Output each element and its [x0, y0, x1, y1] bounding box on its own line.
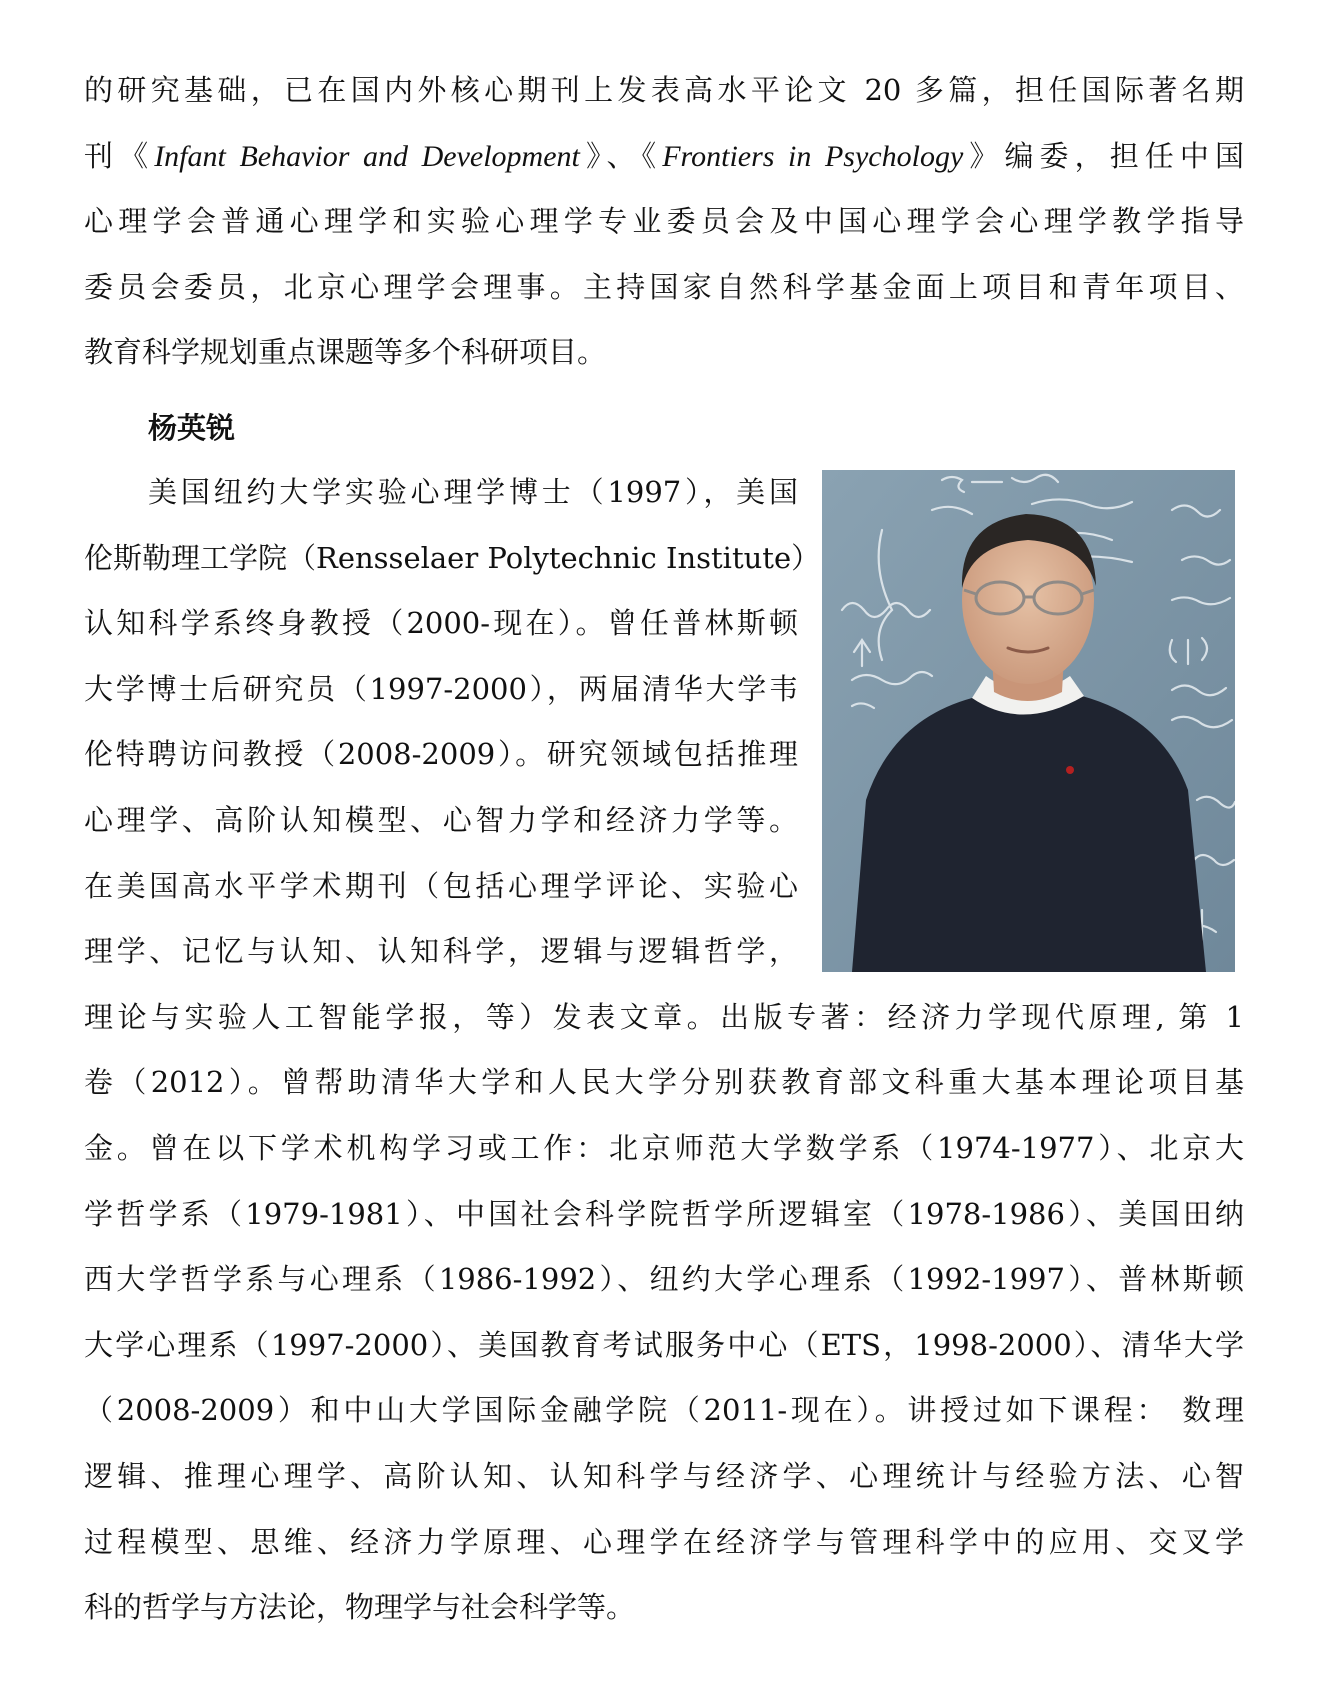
- bio-line-8: 理学、记忆与认知、认知科学，逻辑与逻辑哲学，: [84, 934, 798, 969]
- bio-line-5: 伦特聘访问教授（2008-2009）。研究领域包括推理: [84, 737, 798, 772]
- bio-line-16: 逻辑、推理心理学、高阶认知、认知科学与经济学、心理统计与经验方法、心智: [84, 1458, 1244, 1493]
- bio-line-10: 卷（2012）。曾帮助清华大学和人民大学分别获教育部文科重大基本理论项目基: [84, 1065, 1244, 1100]
- bio-paragraph-narrow: [84, 460, 821, 985]
- bio-line-9: 理论与实验人工智能学报，等）发表文章。出版专著：经济力学现代原理, 第 1: [84, 999, 1244, 1034]
- intro-line-1: 的研究基础，已在国内外核心期刊上发表高水平论文 20 多篇，担任国际著名期: [84, 73, 1244, 107]
- bio-paragraph-wide: [84, 985, 1244, 1641]
- bio-line-17: 过程模型、思维、经济力学原理、心理学在经济学与管理科学中的应用、交叉学: [84, 1524, 1244, 1559]
- intro-line-4: 委员会委员，北京心理学会理事。主持国家自然科学基金面上项目和青年项目、: [84, 269, 1244, 304]
- bio-line-2: 伦斯勒理工学院（Rensselaer Polytechnic Institute）: [84, 540, 821, 575]
- bio-line-3: 认知科学系终身教授（2000-现在）。曾任普林斯顿: [84, 606, 798, 641]
- bio-line-4: 大学博士后研究员（1997-2000），两届清华大学韦: [84, 671, 798, 706]
- bio-line-18: 科的哲学与方法论，物理学与社会科学等。: [84, 1590, 636, 1625]
- portrait-illustration: [822, 470, 1235, 972]
- bio-line-14: 大学心理系（1997-2000）、美国教育考试服务中心（ETS，1998-2000）、清华大学: [84, 1327, 1244, 1362]
- intro-line-2: 刊《Infant Behavior and Development》、《Frontiers in Psychology》编委，担任中国: [84, 138, 1244, 173]
- bio-line-6: 心理学、高阶认知模型、心智力学和经济力学等。: [84, 802, 798, 837]
- bio-line-1: 美国纽约大学实验心理学博士（1997），美国: [148, 475, 798, 509]
- bio-line-13: 西大学哲学系与心理系（1986-1992）、纽约大学心理系（1992-1997）、普林斯顿: [84, 1262, 1244, 1297]
- intro-line-3: 心理学会普通心理学和实验心理学专业委员会及中国心理学会心理学教学指导: [84, 204, 1244, 239]
- bio-line-15: （2008-2009）和中山大学国际金融学院（2011-现在）。讲授过如下课程： 数理: [84, 1393, 1244, 1428]
- bio-line-11: 金。曾在以下学术机构学习或工作：北京师范大学数学系（1974-1977）、北京大: [84, 1130, 1244, 1165]
- portrait-photo: [822, 470, 1235, 972]
- bio-line-7: 在美国高水平学术期刊（包括心理学评论、实验心: [84, 868, 798, 903]
- person-name-heading: 杨英锐: [148, 411, 236, 445]
- journal-title-infant: Infant Behavior and Development: [154, 139, 580, 173]
- intro-line-5: 教育科学规划重点课题等多个科研项目。: [84, 335, 607, 370]
- intro-paragraph: [84, 58, 1244, 386]
- journal-title-frontiers: Frontiers in Psychology: [662, 139, 964, 173]
- bio-line-12: 学哲学系（1979-1981）、中国社会科学院哲学所逻辑室（1978-1986）、美国田纳: [84, 1196, 1244, 1231]
